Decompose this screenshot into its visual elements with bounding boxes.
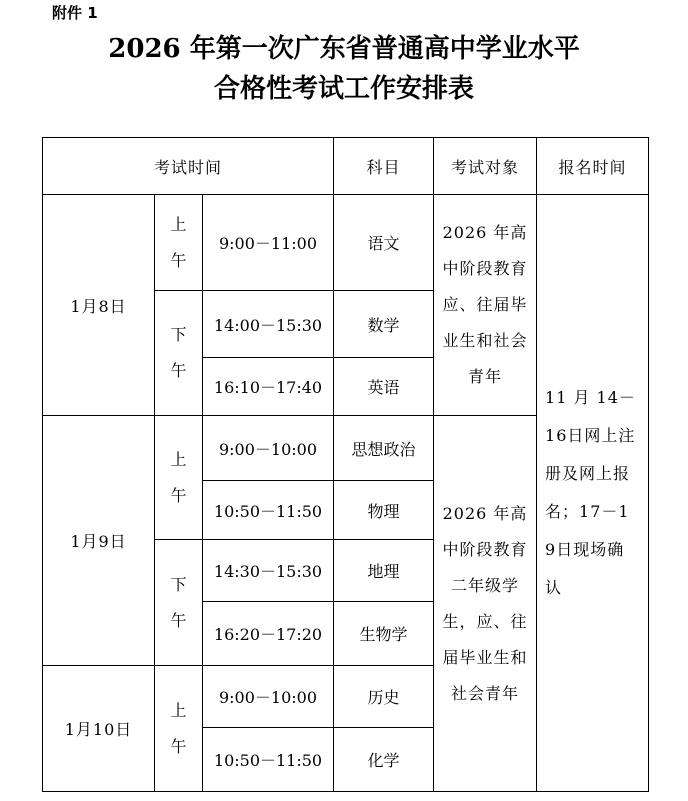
- half-day-label: 下午: [155, 291, 203, 416]
- exam-date: 1月10日: [43, 666, 155, 792]
- header-exam-time: 考试时间: [43, 138, 334, 195]
- half-day-label: 上午: [155, 666, 203, 792]
- session-subject: 英语: [334, 358, 434, 416]
- exam-schedule-table: [42, 137, 649, 792]
- session-time: 10:50－11:50: [203, 728, 334, 792]
- half-day-label: 上午: [155, 416, 203, 540]
- session-time: 10:50－11:50: [203, 481, 334, 540]
- document-title-line-1: 2026 年第一次广东省普通高中学业水平: [108, 34, 580, 64]
- session-time: 16:20－17:20: [203, 602, 334, 666]
- session-subject: 生物学: [334, 602, 434, 666]
- session-time: 14:30－15:30: [203, 540, 334, 602]
- half-day-label: 上午: [155, 195, 203, 291]
- session-subject: 语文: [334, 195, 434, 291]
- table-row: [43, 195, 649, 291]
- session-subject: 物理: [334, 481, 434, 540]
- session-subject: 思想政治: [334, 416, 434, 481]
- registration-period: 11 月 14－16日网上注册及网上报名；17－19日现场确认: [537, 195, 649, 792]
- attachment-label: 附件 1: [52, 4, 98, 22]
- exam-target: 2026 年高中阶段教育应、往届毕业生和社会青年: [434, 195, 537, 416]
- session-time: 9:00－10:00: [203, 666, 334, 728]
- session-subject: 化学: [334, 728, 434, 792]
- half-day-label: 下午: [155, 540, 203, 666]
- header-exam-target: 考试对象: [434, 138, 537, 195]
- table-header-row: [43, 138, 649, 195]
- header-registration-time: 报名时间: [537, 138, 649, 195]
- exam-target: 2026 年高中阶段教育二年级学生，应、往届毕业生和社会青年: [434, 416, 537, 792]
- exam-date: 1月9日: [43, 416, 155, 666]
- header-subject: 科目: [334, 138, 434, 195]
- session-time: 16:10－17:40: [203, 358, 334, 416]
- session-time: 9:00－11:00: [203, 195, 334, 291]
- session-subject: 地理: [334, 540, 434, 602]
- session-subject: 数学: [334, 291, 434, 358]
- session-subject: 历史: [334, 666, 434, 728]
- document-title-line-2: 合格性考试工作安排表: [213, 74, 474, 104]
- session-time: 14:00－15:30: [203, 291, 334, 358]
- exam-date: 1月8日: [43, 195, 155, 416]
- session-time: 9:00－10:00: [203, 416, 334, 481]
